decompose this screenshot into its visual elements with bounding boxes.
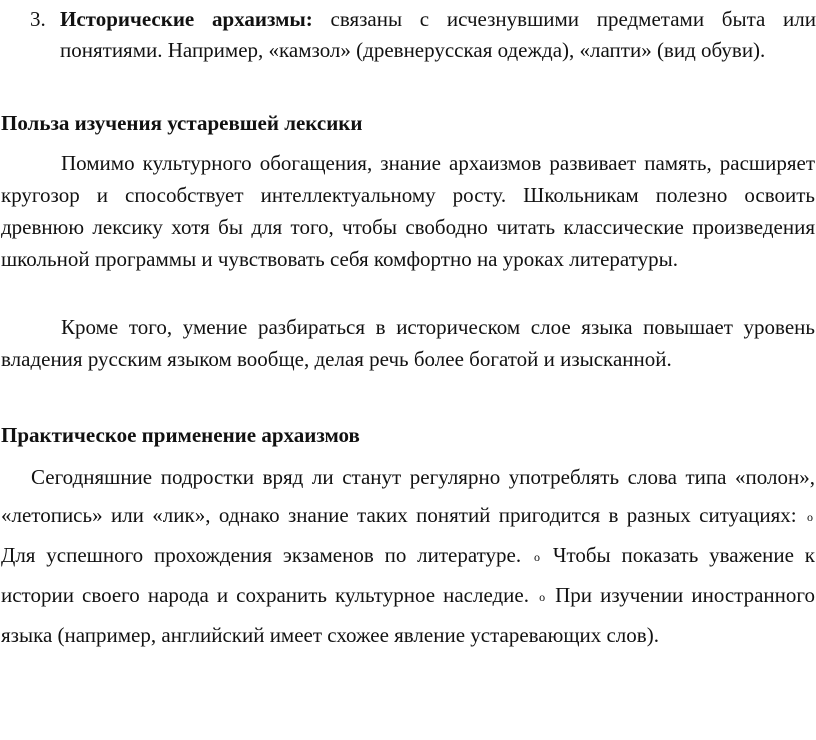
list-item-historical-archaisms bbox=[0, 4, 816, 66]
heading-practice: Практическое применение архаизмов bbox=[1, 423, 360, 447]
practice-item: При изучении иностранного языка (например, английский имеет схожее явление устаревающих слов). bbox=[1, 583, 816, 647]
bullet-marker: o bbox=[539, 590, 546, 604]
heading-benefit: Польза изучения устаревшей лексики bbox=[1, 111, 363, 135]
list-term: Исторические архаизмы: bbox=[60, 7, 313, 31]
list-number: 3. bbox=[30, 7, 46, 31]
paragraph-practice bbox=[0, 458, 816, 654]
practice-item: Для успешного прохождения экзаменов по литературе. bbox=[1, 543, 522, 567]
practice-intro: Сегодняшние подростки вряд ли станут регулярно употреблять слова типа «полон», «летопись» или «лик», однако знание таких понятий пригодится в разных ситуациях: bbox=[1, 465, 815, 527]
paragraph-benefit-1: Помимо культурного обогащения, знание архаизмов развивает память, расширяет кругозор и способствует интеллектуальному росту. Школьникам полезно освоить древнюю лексику хотя бы для того, чтобы свободно читать классические произведения школьной программы и чувствовать себя комфортно на уроках литературы. bbox=[1, 151, 815, 271]
list-text: связаны с исчезнувшими предметами быта или понятиями. Например, «камзол» (древнерусская одежда), «лапти» (вид обуви). bbox=[60, 7, 816, 62]
practice-item: Чтобы показать уважение к истории своего народа и сохранить культурное наследие. bbox=[1, 543, 815, 607]
bullet-marker: o bbox=[807, 510, 814, 524]
bullet-marker: o bbox=[533, 550, 540, 564]
paragraph-benefit-2: Кроме того, умение разбираться в историческом слое языка повышает уровень владения русским языком вообще, делая речь более богатой и изысканной. bbox=[1, 315, 815, 371]
